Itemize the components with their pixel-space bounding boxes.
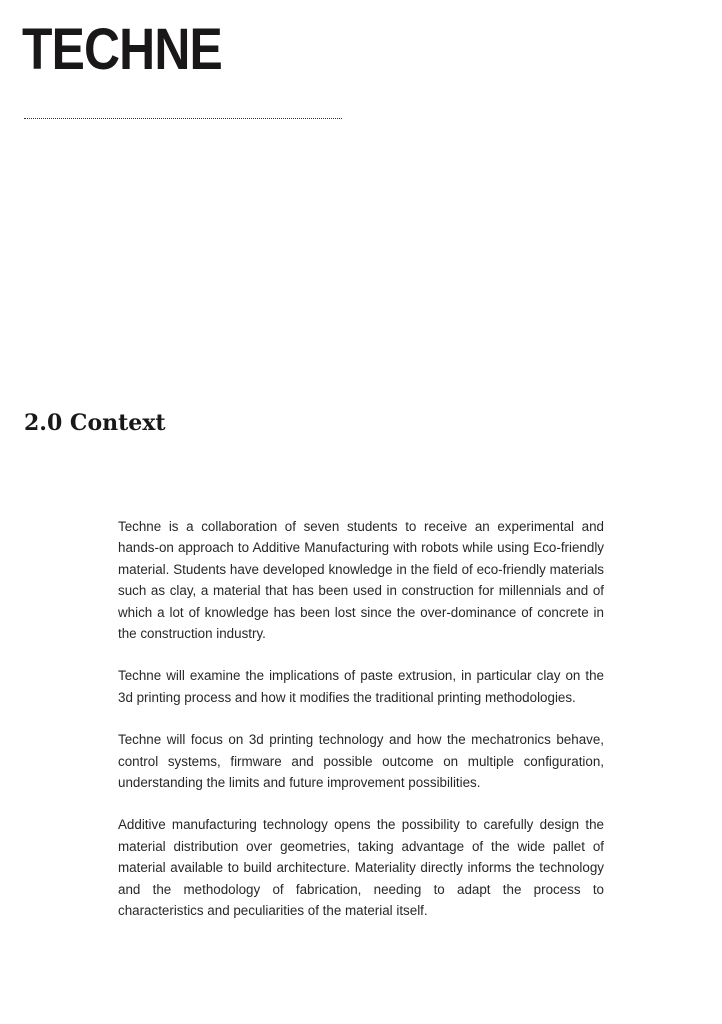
body-text [118, 516, 604, 943]
paragraph: Techne will focus on 3d printing technology and how the mechatronics behave, control systems, firmware and possible outcome on multiple configuration, understanding the limits and future improvement possibilities. [118, 732, 604, 791]
paragraph: Techne is a collaboration of seven students to receive an experimental and hands-on approach to Additive Manufacturing with robots while using Eco-friendly material. Students have developed knowledge in the field of eco-friendly materials such as clay, a material that has been used in construction for millennials and of which a lot of knowledge has been lost since the over-dominance of concrete in the construction industry. [118, 519, 604, 642]
dotted-divider [24, 118, 342, 119]
section-heading: 2.0 Context [24, 410, 166, 436]
brand-title: TECHNE [22, 17, 222, 82]
paragraph: Techne will examine the implications of paste extrusion, in particular clay on the 3d printing process and how it modifies the traditional printing methodologies. [118, 668, 604, 705]
paragraph: Additive manufacturing technology opens the possibility to carefully design the material distribution over geometries, taking advantage of the wide pallet of material available to build architecture. Materiality directly informs the technology and the methodology of fabrication, needing to adapt the process to characteristics and peculiarities of the material itself. [118, 817, 604, 919]
